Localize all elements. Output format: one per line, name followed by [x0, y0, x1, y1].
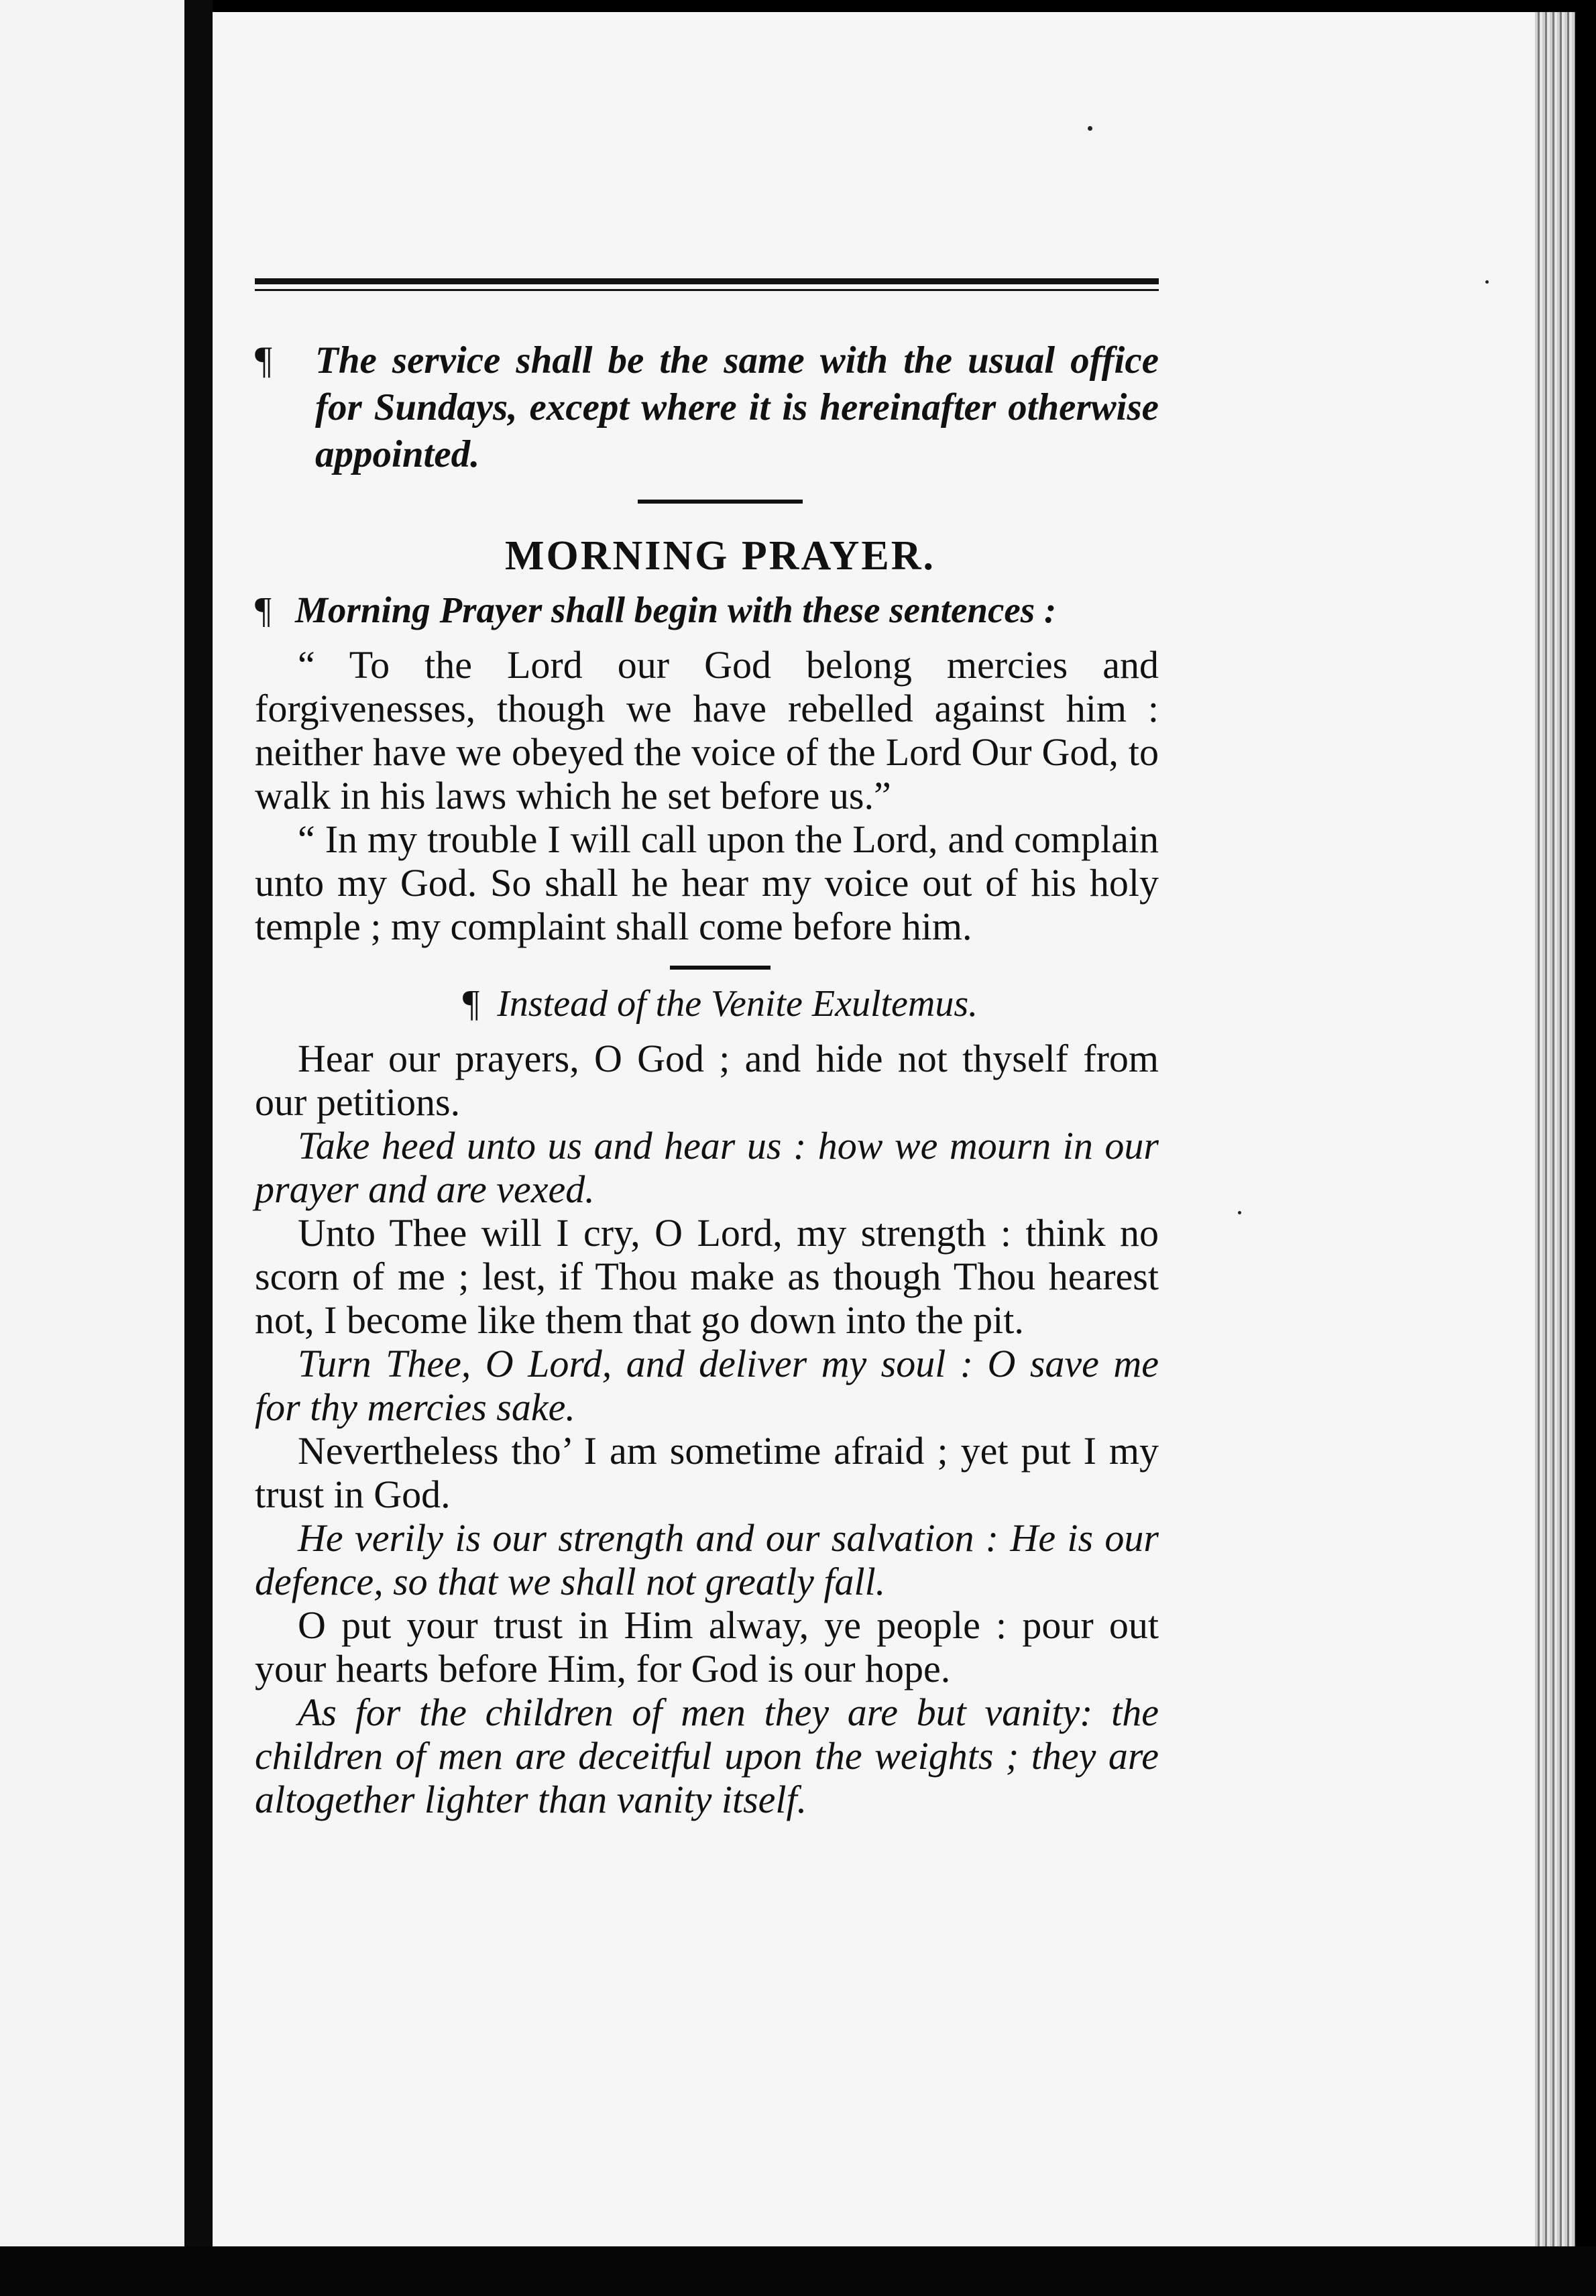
book-gutter [184, 0, 213, 2296]
pilcrow-mark: ¶ [255, 339, 272, 382]
ink-speck [1485, 280, 1489, 284]
section-rule [670, 966, 771, 970]
scan-border [0, 2246, 1596, 2296]
psalm-verse-response: He verily is our strength and our salvation : He is our defence, so that we shall not greatly fall. [255, 1516, 1159, 1603]
page-stack-edge [1535, 12, 1575, 2246]
psalm-verse: Unto Thee will I cry, O Lord, my strength : think no scorn of me ; lest, if Thou make as though Thou hearest not, I become like them that go down into the pit. [255, 1211, 1159, 1342]
opening-sentence: “ To the Lord our God belong mercies and forgivenesses, though we have rebelled against him : neither have we obeyed the voice of the Lord Our God, to walk in his laws which he set before us.” [255, 643, 1159, 817]
ink-speck [1238, 1211, 1241, 1214]
psalm-verse: Nevertheless tho’ I am sometime afraid ; yet put I my trust in God. [255, 1429, 1159, 1516]
section-heading: MORNING PRAYER. [504, 533, 936, 579]
ink-speck [1088, 126, 1092, 131]
psalm-verse-response: Take heed unto us and hear us : how we mourn in our prayer and are vexed. [255, 1124, 1159, 1211]
psalm-verse: O put your trust in Him alway, ye people : pour out your hearts before Him, for God is our hope. [255, 1603, 1159, 1690]
pilcrow-mark: ¶ [255, 589, 272, 630]
section-rule [638, 500, 803, 504]
venite-rubric-text: Instead of the Venite Exultemus. [497, 983, 978, 1025]
psalm-verse-response: Turn Thee, O Lord, and deliver my soul : O save me for thy mercies sake. [255, 1342, 1159, 1429]
header-rule [255, 278, 1159, 298]
begin-rubric-text: Morning Prayer shall begin with these sentences : [295, 589, 1057, 630]
psalm-verse-response: As for the children of men they are but vanity: the children of men are deceitful upon the weights ; they are altogether lighter than vanity itself. [255, 1690, 1159, 1821]
facing-page-edge [0, 0, 184, 2248]
psalm-verse: Hear our prayers, O God ; and hide not thyself from our petitions. [255, 1037, 1159, 1124]
begin-rubric [255, 587, 1159, 634]
page-text [255, 278, 1159, 1821]
opening-sentence: “ In my trouble I will call upon the Lord, and complain unto my God. So shall he hear my voice out of his holy temple ; my complaint shall come before him. [255, 817, 1159, 948]
intro-rubric [255, 337, 1159, 478]
pilcrow-mark: ¶ [462, 983, 480, 1025]
intro-rubric-text: The service shall be the same with the usual office for Sundays, except where it is hereinafter otherwise appointed. [315, 339, 1159, 475]
venite-rubric [268, 980, 1172, 1027]
